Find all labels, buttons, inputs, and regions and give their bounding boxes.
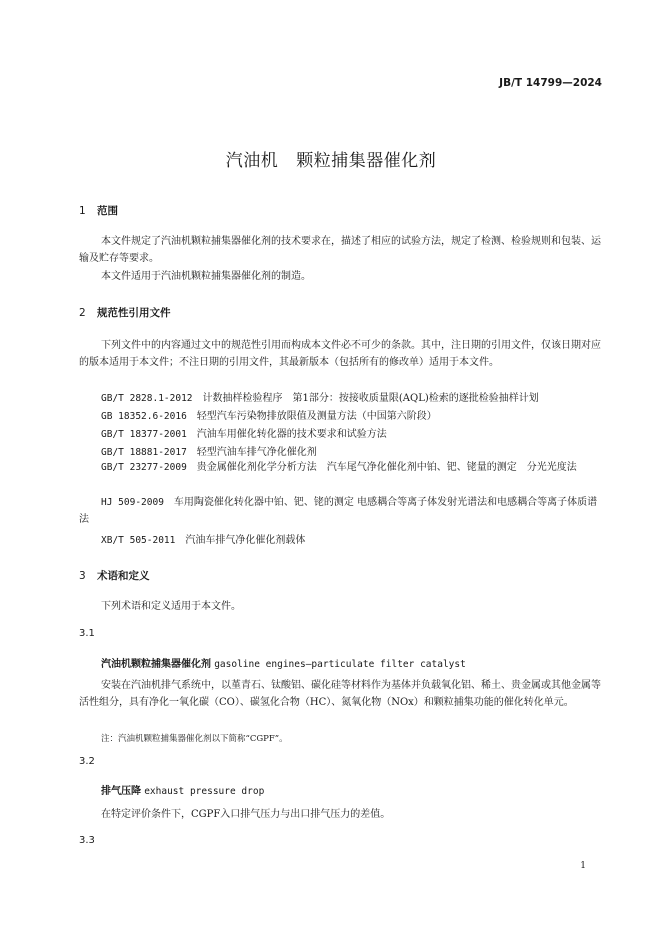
term-definition: 在特定评价条件下，CGPF入口排气压力与出口排气压力的差值。 — [101, 809, 391, 820]
section-2-intro: 下列文件中的内容通过文中的规范性引用而构成本文件必不可少的条款。其中，注日期的引用文件，仅该日期对应的版本适用于本文件；不注日期的引用文件，其最新版本（包括所有的修改单）适用于本文件。 — [79, 340, 601, 368]
title-part2: 颗粒捕集器催化剂 — [296, 151, 437, 171]
section-3-intro: 下列术语和定义适用于本文件。 — [101, 601, 241, 612]
title-part1: 汽油机 — [225, 151, 279, 171]
section-1-para-2: 本文件适用于汽油机颗粒捕集器催化剂的制造。 — [101, 271, 311, 282]
reference-item: GB/T 23277-2009 贵金属催化剂化学分析方法 汽车尾气净化催化剂中铂、钯、铑量的测定 分光光度法 — [101, 462, 577, 473]
section-1-heading: 1 范围 — [79, 205, 118, 217]
reference-item: GB 18352.6-2016 轻型汽车污染物排放限值及测量方法（中国第六阶段） — [101, 411, 437, 422]
clause-number: 3.1 — [79, 628, 95, 639]
document-title — [0, 146, 662, 171]
reference-item: HJ 509-2009 车用陶瓷催化转化器中铂、钯、铑的测定 电感耦合等离子体发射光谱法和电感耦合等离子体质谱法 — [79, 497, 598, 525]
section-3-heading: 3 术语和定义 — [79, 570, 150, 582]
clause-number: 3.3 — [79, 835, 95, 846]
reference-item: GB/T 2828.1-2012 计数抽样检验程序 第1部分：按接收质量限(AQL)检索的逐批检验抽样计划 — [101, 393, 539, 404]
term-note: 注：汽油机颗粒捕集器催化剂以下简称“CGPF”。 — [101, 734, 288, 744]
section-2-heading: 2 规范性引用文件 — [79, 307, 171, 319]
term-definition: 安装在汽油机排气系统中，以堇青石、钛酸铝、碳化硅等材料作为基体并负载氧化铝、稀土、贵金属或其他金属等活性组分，具有净化一氧化碳（CO）、碳氢化合物（HC）、氮氧化物（NOx）和颗粒捕集功能的催化转化单元。 — [79, 680, 601, 708]
reference-item: GB/T 18377-2001 汽油车用催化转化器的技术要求和试验方法 — [101, 429, 387, 440]
page-number: 1 — [580, 861, 586, 871]
clause-number: 3.2 — [79, 756, 95, 767]
reference-item: GB/T 18881-2017 轻型汽油车排气净化催化剂 — [101, 447, 317, 458]
term-entry: 汽油机颗粒捕集器催化剂 gasoline engines—particulate filter catalyst — [101, 659, 466, 670]
term-entry: 排气压降 exhaust pressure drop — [101, 786, 265, 797]
section-1-para-1: 本文件规定了汽油机颗粒捕集器催化剂的技术要求在，描述了相应的试验方法，规定了检测、检验规则和包装、运输及贮存等要求。 — [79, 236, 601, 264]
standard-number: JB/T 14799—2024 — [499, 77, 602, 89]
reference-item: XB/T 505-2011 汽油车排气净化催化剂载体 — [101, 535, 306, 546]
